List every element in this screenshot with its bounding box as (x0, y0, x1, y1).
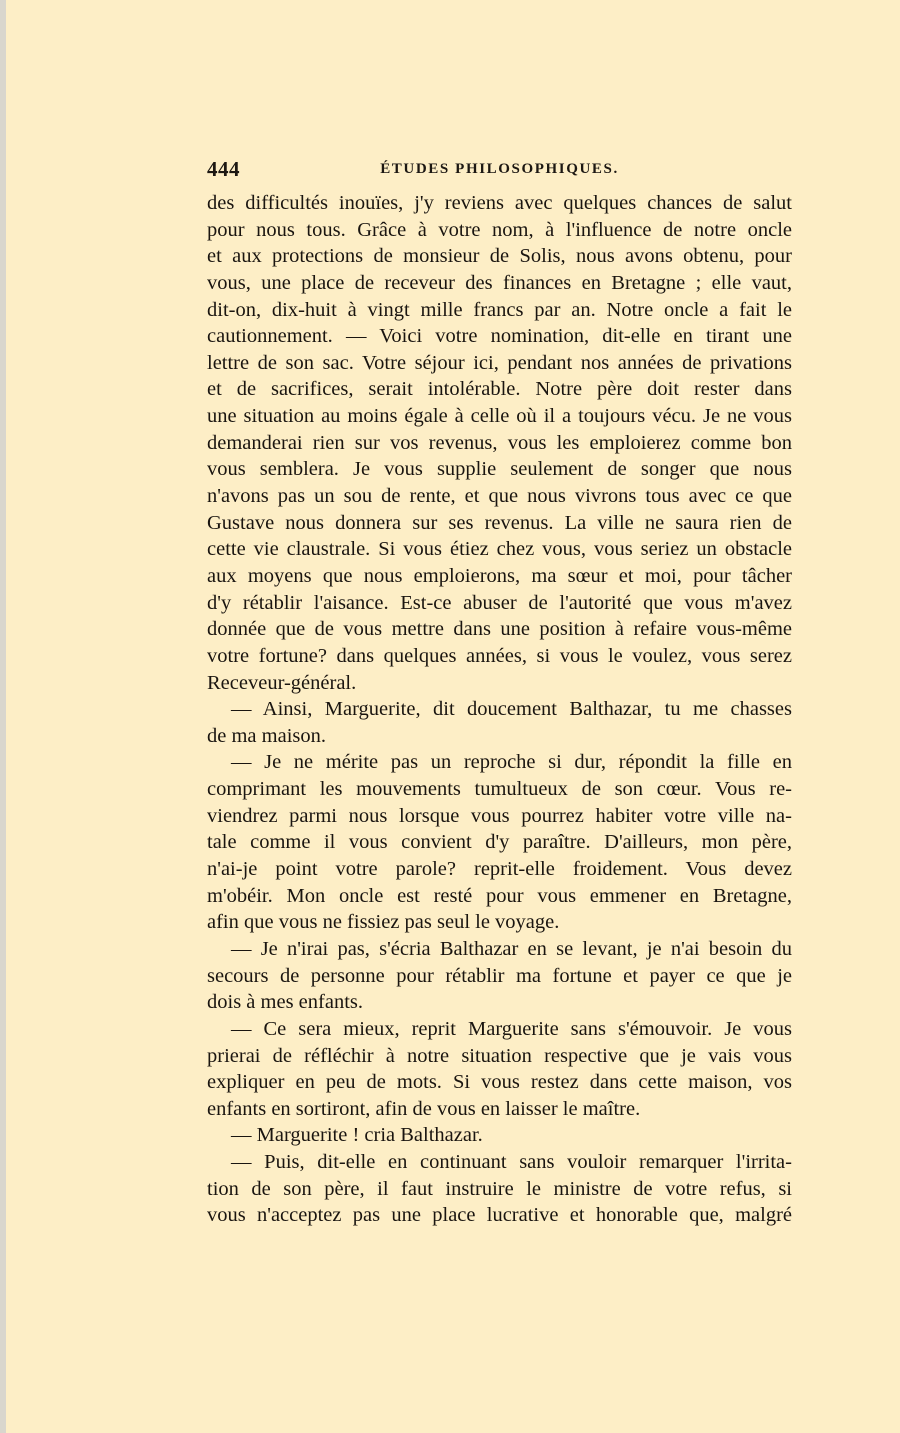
text-line: enfants en sortiront, afin de vous en laisser le maître. (207, 1097, 641, 1120)
text-line: une situation au moins égale à celle où il a toujours vécu. Je ne vous (207, 405, 792, 428)
text-line: — Marguerite ! cria Balthazar. (231, 1124, 483, 1147)
text-line: secours de personne pour rétablir ma fortune et payer ce que je (207, 964, 792, 987)
text-line: pour nous tous. Grâce à votre nom, à l'influence de notre oncle (207, 218, 792, 241)
text-line: dois à mes enfants. (207, 991, 363, 1014)
text-line: vous semblera. Je vous supplie seulement de songer que nous (207, 458, 792, 481)
text-line: — Ainsi, Marguerite, dit doucement Balthazar, tu me chasses (231, 698, 792, 721)
text-line: n'ai-je point votre parole? reprit-elle froidement. Vous devez (207, 858, 792, 881)
text-line: Receveur-général. (207, 671, 357, 694)
text-line: comprimant les mouvements tumultueux de son cœur. Vous re- (207, 778, 792, 801)
text-line: et de sacrifices, serait intolérable. Notre père doit rester dans (207, 378, 792, 401)
text-line: n'avons pas un sou de rente, et que nous vivrons tous avec ce que (207, 485, 792, 508)
text-line: aux moyens que nous emploierons, ma sœur et moi, pour tâcher (207, 564, 792, 587)
body-text (207, 190, 792, 1229)
text-line: cette vie claustrale. Si vous étiez chez vous, vous seriez un obstacle (207, 538, 792, 561)
text-line: afin que vous ne fissiez pas seul le voyage. (207, 911, 560, 934)
text-line: d'y rétablir l'aisance. Est-ce abuser de l'autorité que vous m'avez (207, 591, 792, 614)
text-line: des difficultés inouïes, j'y reviens avec quelques chances de salut (207, 192, 792, 214)
text-line: Gustave nous donnera sur ses revenus. La ville ne saura rien de (207, 511, 792, 534)
text-line: lettre de son sac. Votre séjour ici, pendant nos années de privations (207, 351, 792, 374)
text-line: vous, une place de receveur des finances en Bretagne ; elle vaut, (207, 271, 792, 294)
running-title: ÉTUDES PHILOSOPHIQUES. (380, 161, 619, 177)
text-line: et aux protections de monsieur de Solis, nous avons obtenu, pour (207, 245, 792, 268)
text-line: m'obéir. Mon oncle est resté pour vous emmener en Bretagne, (207, 884, 792, 907)
text-line: tale comme il vous convient d'y paraître. D'ailleurs, mon père, (207, 831, 792, 854)
page-number: 444 (207, 157, 240, 181)
text-line: tion de son père, il faut instruire le ministre de votre refus, si (207, 1177, 792, 1200)
text-line: votre fortune? dans quelques années, si vous le voulez, vous serez (207, 644, 792, 667)
text-line: demanderai rien sur vos revenus, vous les emploierez comme bon (207, 431, 792, 454)
text-line: — Je n'irai pas, s'écria Balthazar en se levant, je n'ai besoin du (231, 937, 792, 960)
text-line: de ma maison. (207, 724, 326, 747)
text-line: cautionnement. — Voici votre nomination, dit-elle en tirant une (207, 325, 792, 348)
text-line: dit-on, dix-huit à vingt mille francs par an. Notre oncle a fait le (207, 298, 792, 321)
text-line: donnée que de vous mettre dans une position à refaire vous-même (207, 618, 792, 641)
text-line: — Je ne mérite pas un reproche si dur, répondit la fille en (231, 751, 792, 774)
page-header (207, 157, 792, 183)
text-line: viendrez parmi nous lorsque vous pourrez habiter votre ville na- (207, 804, 792, 827)
text-line: expliquer en peu de mots. Si vous restez dans cette maison, vos (207, 1071, 792, 1094)
text-line: prierai de réfléchir à notre situation respective que je vais vous (207, 1044, 792, 1067)
text-line: vous n'acceptez pas une place lucrative et honorable que, malgré (207, 1204, 792, 1227)
text-line: — Ce sera mieux, reprit Marguerite sans s'émouvoir. Je vous (231, 1017, 792, 1040)
text-line: — Puis, dit-elle en continuant sans vouloir remarquer l'irrita- (231, 1151, 792, 1174)
